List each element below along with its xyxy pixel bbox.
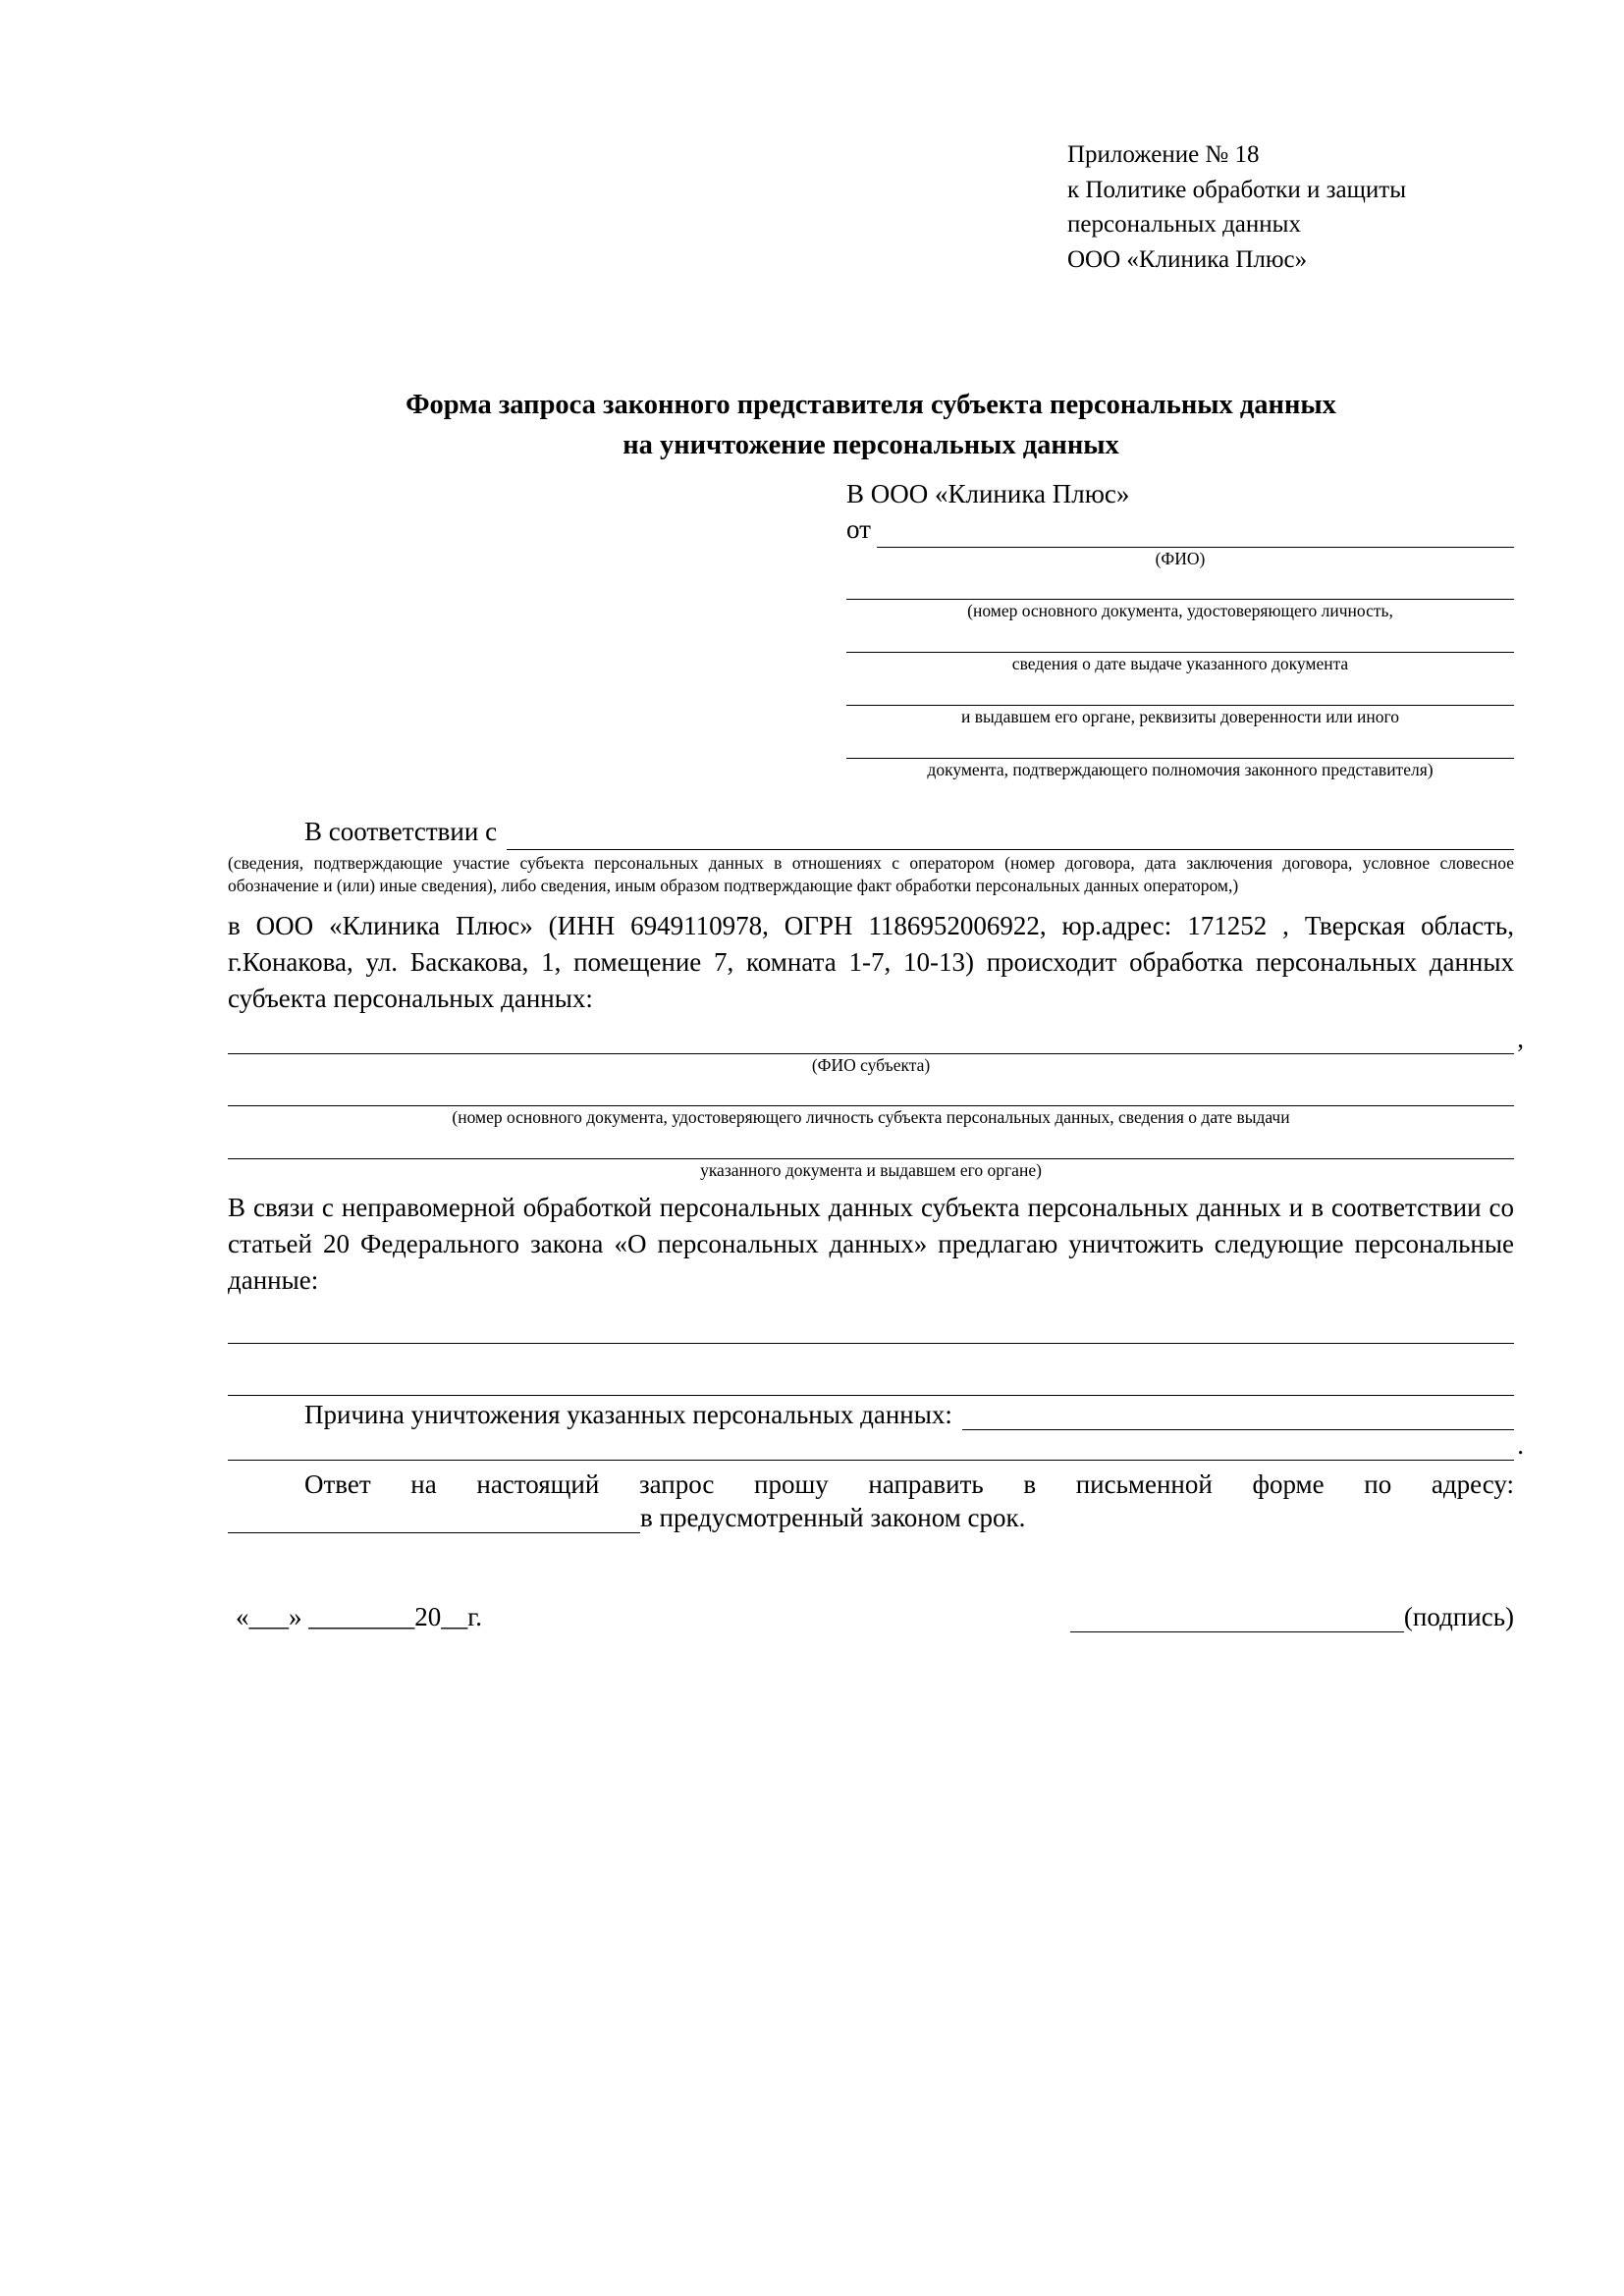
signature-input[interactable] (1070, 1608, 1404, 1632)
caption-subject-doc: (номер основного документа, удостоверяющего личность субъекта персональных данных, сведения о дате выдачи (452, 1107, 1290, 1128)
appendix-header (1067, 137, 1514, 277)
reason-label: Причина уничтожения указанных персональных данных: (304, 1399, 952, 1429)
appendix-number: Приложение № 18 (1067, 141, 1260, 168)
reason-row (228, 1400, 1514, 1430)
signature-block (228, 1602, 1514, 1632)
in-accordance-label: В соответствии с (304, 817, 498, 847)
reason-continuation-row (228, 1429, 1524, 1461)
destroy-line-1[interactable] (228, 1313, 1514, 1344)
signature-label: (подпись) (1403, 1601, 1514, 1631)
document-title (228, 385, 1514, 466)
in-accordance-row (228, 814, 1514, 849)
subject-fio-input[interactable] (228, 1024, 1514, 1054)
caption-subject-doc-2: указанного документа и выдавшем его органе) (700, 1160, 1042, 1181)
answer-paragraph: Ответ на настоящий запрос прошу направить в письменной форме по адресу: (304, 1468, 1514, 1499)
addressee-block (228, 476, 1514, 781)
addressee-doc-date-input[interactable] (846, 622, 1514, 653)
reason-period: . (1517, 1429, 1524, 1460)
unlawful-paragraph: В связи с неправомерной обработкой персональных данных субъекта персональных данных и в соответствии со статьей 20 Федерального закона «О персональных данных» предлагаю уничтожить следующие персональные данные: (228, 1192, 1514, 1296)
answer-address-input[interactable] (228, 1509, 640, 1533)
document-content (228, 137, 1524, 1632)
in-accordance-section (228, 814, 1514, 898)
appendix-policy-line-1: к Политике обработки и защиты (1067, 176, 1407, 203)
caption-doc-power: документа, подтверждающего полномочия законного представителя) (927, 759, 1434, 779)
addressee-doc-number-input[interactable] (846, 569, 1514, 600)
addressee-doc-organ-input[interactable] (846, 675, 1514, 706)
addressee-doc-power-input[interactable] (846, 728, 1514, 759)
addressee-fio-input[interactable] (877, 523, 1514, 548)
reason-section (228, 1399, 1524, 1461)
reason-input-2[interactable] (228, 1430, 1514, 1461)
data-to-destroy-lines (228, 1313, 1514, 1396)
subject-doc-input[interactable] (228, 1076, 1514, 1106)
document-title-line-2: на уничтожение персональных данных (623, 430, 1119, 461)
addressee-to: В ООО «Клиника Плюс» (846, 478, 1130, 508)
reason-input[interactable] (962, 1406, 1514, 1430)
answer-tail: в предусмотренный законом срок. (640, 1502, 1026, 1532)
operator-paragraph: в ООО «Клиника Плюс» (ИНН 6949110978, ОГРН 1186952006922, юр.адрес: 171252 , Тверская область, г.Конакова, ул. Баскакова, 1, помещение 7, комната 1-7, 10-13) происходит обработка персональных данных субъекта персональных данных: (228, 910, 1514, 1014)
note-contract: (сведения, подтверждающие участие субъекта персональных данных в отношениях с оператором (номер договора, дата заключения договора, условное словесное обозначение и (или) иные сведения), либо сведения, иным образом подтверждающие факт обработки персональных данных оператором,) (228, 852, 1514, 896)
caption-subject-fio: (ФИО субъекта) (811, 1054, 931, 1075)
subject-fio-row (228, 1023, 1524, 1054)
caption-doc-date: сведения о дате выдаче указанного документа (1011, 654, 1349, 673)
destroy-line-2[interactable] (228, 1365, 1514, 1396)
in-accordance-input[interactable] (507, 826, 1514, 850)
answer-address-row (228, 1503, 1514, 1533)
appendix-company: ООО «Клиника Плюс» (1067, 245, 1308, 273)
subject-fio-comma: , (1517, 1023, 1524, 1053)
caption-doc-number: (номер основного документа, удостоверяющего личность, (967, 601, 1393, 621)
signature-field (1070, 1602, 1514, 1632)
addressee-from-row (228, 511, 1514, 547)
signature-date[interactable]: «___» ________20__г. (236, 1601, 483, 1631)
caption-fio: (ФИО) (1155, 548, 1206, 568)
document-title-line-1: Форма запроса законного представителя субъекта персональных данных (406, 390, 1336, 420)
appendix-policy-line-2: персональных данных (1067, 211, 1301, 238)
addressee-from-label: от (846, 514, 871, 545)
subject-fields (228, 1023, 1524, 1182)
subject-doc-organ-input[interactable] (228, 1129, 1514, 1159)
answer-section (228, 1467, 1514, 1533)
caption-doc-organ: и выдавшем его органе, реквизиты доверенности или иного (960, 706, 1400, 726)
